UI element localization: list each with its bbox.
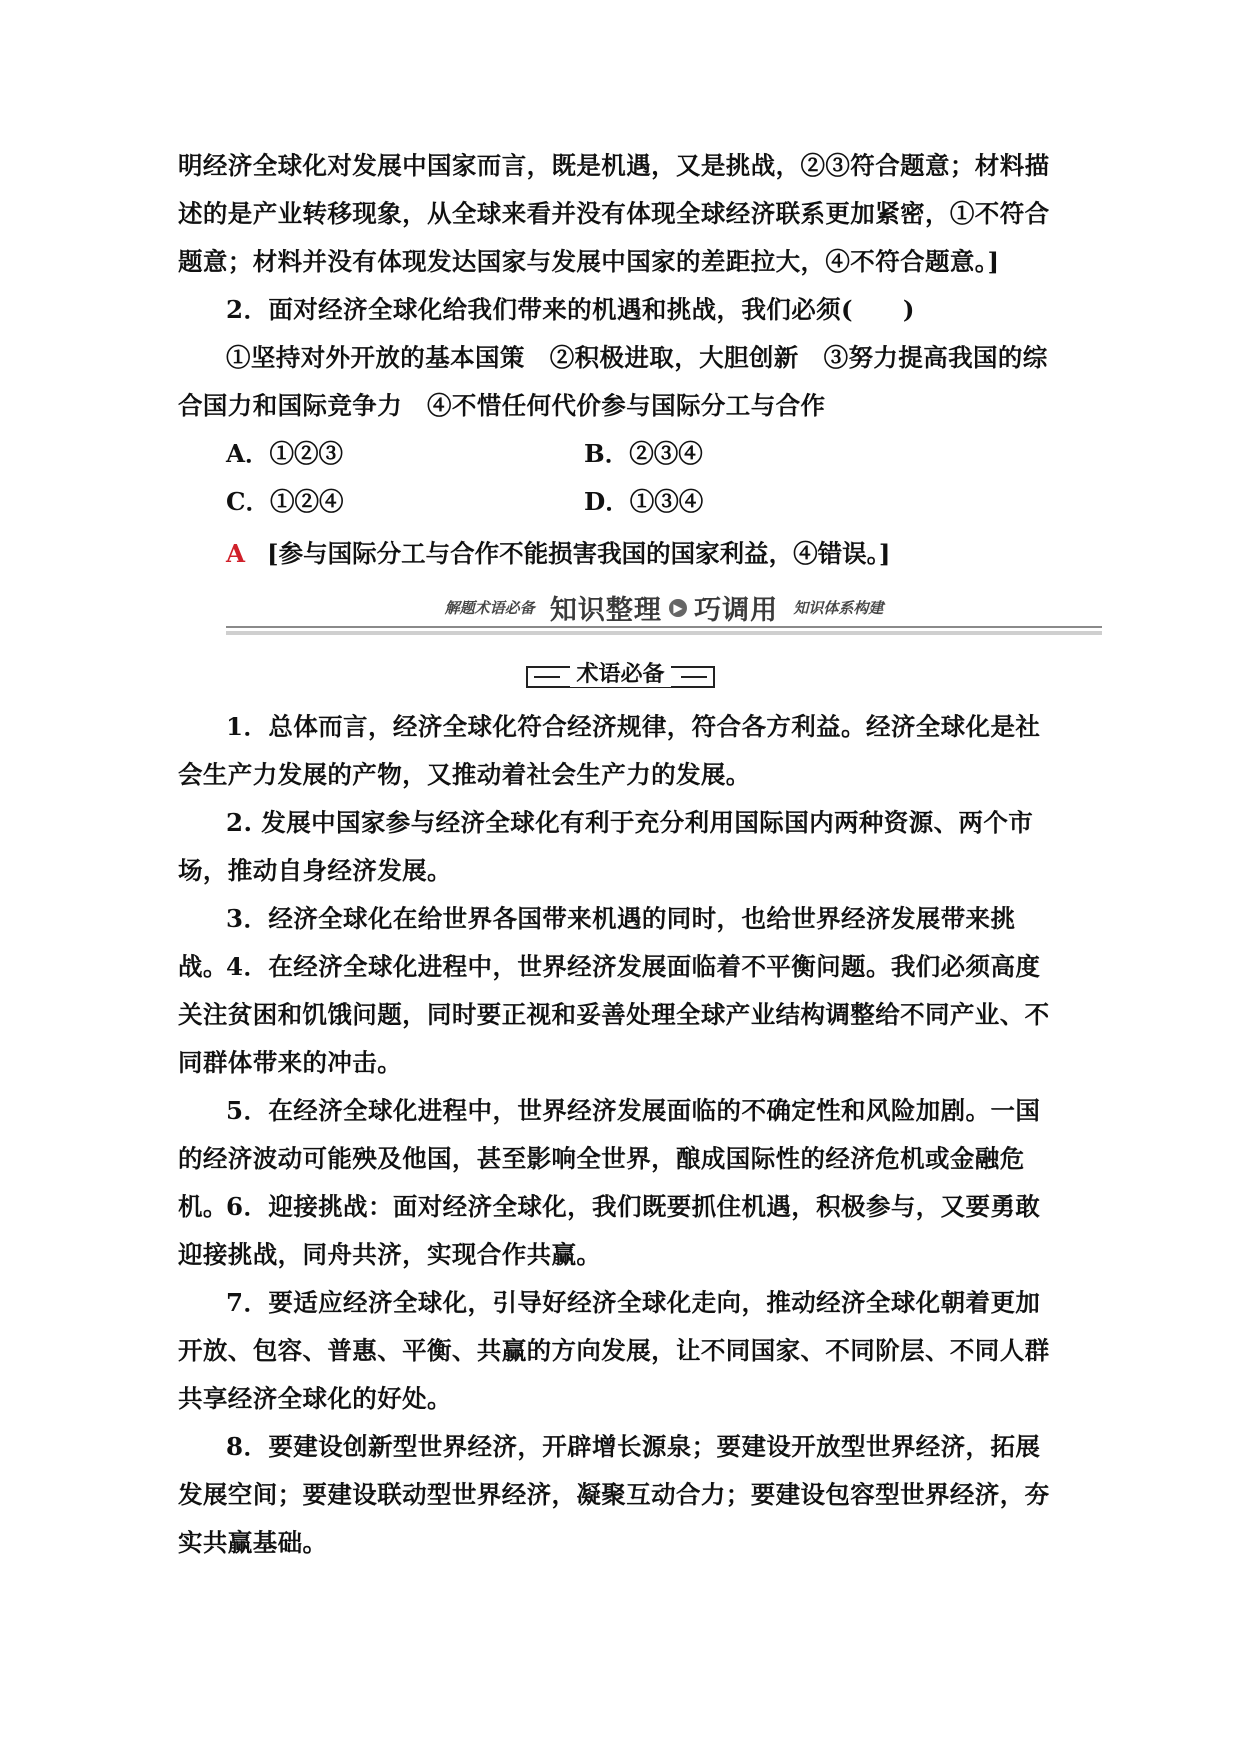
- question-items: ①坚持对外开放的基本国策 ②积极进取，大胆创新 ③努力提高我国的综合国力和国际竞争力 ④不惜任何代价参与国际分工与合作: [178, 343, 1048, 420]
- section-heading: [0, 660, 1241, 690]
- banner-title-right: 巧调用: [694, 595, 779, 626]
- answer-letter: A: [226, 539, 246, 568]
- banner-title-left: 知识整理: [549, 595, 662, 626]
- arrow-right-icon: ▶: [669, 599, 687, 617]
- term-8: 8．要建设创新型世界经济，开辟增长源泉；要建设开放型世界经济，拓展发展空间；要建设联动型世界经济，凝聚互动合力；要建设包容型世界经济，夯实共赢基础。: [178, 1432, 1050, 1557]
- answer-explanation-continued: 明经济全球化对发展中国家而言，既是机遇，又是挑战，②③符合题意；材料描述的是产业转移现象，从全球来看并没有体现全球经济联系更加紧密，①不符合题意；材料并没有体现发达国家与发展中国家的差距拉大，④不符合题意。]: [178, 151, 1050, 276]
- banner-divider: [226, 626, 1102, 628]
- heading-bar-left: [534, 676, 560, 678]
- question-stem: 2．面对经济全球化给我们带来的机遇和挑战，我们必须( ): [226, 295, 915, 324]
- answer-explanation: [参与国际分工与合作不能损害我国的国家利益，④错误。]: [267, 539, 891, 568]
- section-banner: [226, 588, 1102, 638]
- term-3: 3．经济全球化在给世界各国带来机遇的同时，也给世界经济发展带来挑战。: [178, 904, 1016, 981]
- term-2: 2. 发展中国家参与经济全球化有利于充分利用国际国内两种资源、两个市场，推动自身经济发展。: [178, 808, 1034, 885]
- term-4: 4．在经济全球化进程中，世界经济发展面临着不平衡问题。我们必须高度关注贫困和饥饿问题，同时要正视和妥善处理全球产业结构调整给不同产业、不同群体带来的冲击。: [178, 952, 1050, 1077]
- option-d: D．①③④: [584, 487, 704, 516]
- term-5: 5．在经济全球化进程中，世界经济发展面临的不确定性和风险加剧。一国的经济波动可能殃及他国，甚至影响全世界，酿成国际性的经济危机或金融危机。: [178, 1096, 1041, 1221]
- banner-divider-shadow: [226, 631, 1102, 635]
- banner-right-caption: 知识体系构建: [793, 599, 884, 617]
- section-title: 术语必备: [570, 662, 670, 687]
- option-c: C．①②④: [226, 487, 344, 516]
- heading-bar-right: [681, 676, 707, 678]
- term-6: 6．迎接挑战：面对经济全球化，我们既要抓住机遇，积极参与，又要勇敢迎接挑战，同舟共济，实现合作共赢。: [178, 1192, 1041, 1269]
- term-7: 7．要适应经济全球化，引导好经济全球化走向，推动经济全球化朝着更加开放、包容、普惠、平衡、共赢的方向发展，让不同国家、不同阶层、不同人群共享经济全球化的好处。: [178, 1288, 1050, 1413]
- option-b: B．②③④: [584, 439, 703, 468]
- banner-left-caption: 解题术语必备: [444, 599, 535, 617]
- option-a: A．①②③: [226, 439, 344, 468]
- term-1: 1．总体而言，经济全球化符合经济规律，符合各方利益。经济全球化是社会生产力发展的产物，又推动着社会生产力的发展。: [178, 712, 1041, 789]
- answer-line: [226, 530, 890, 578]
